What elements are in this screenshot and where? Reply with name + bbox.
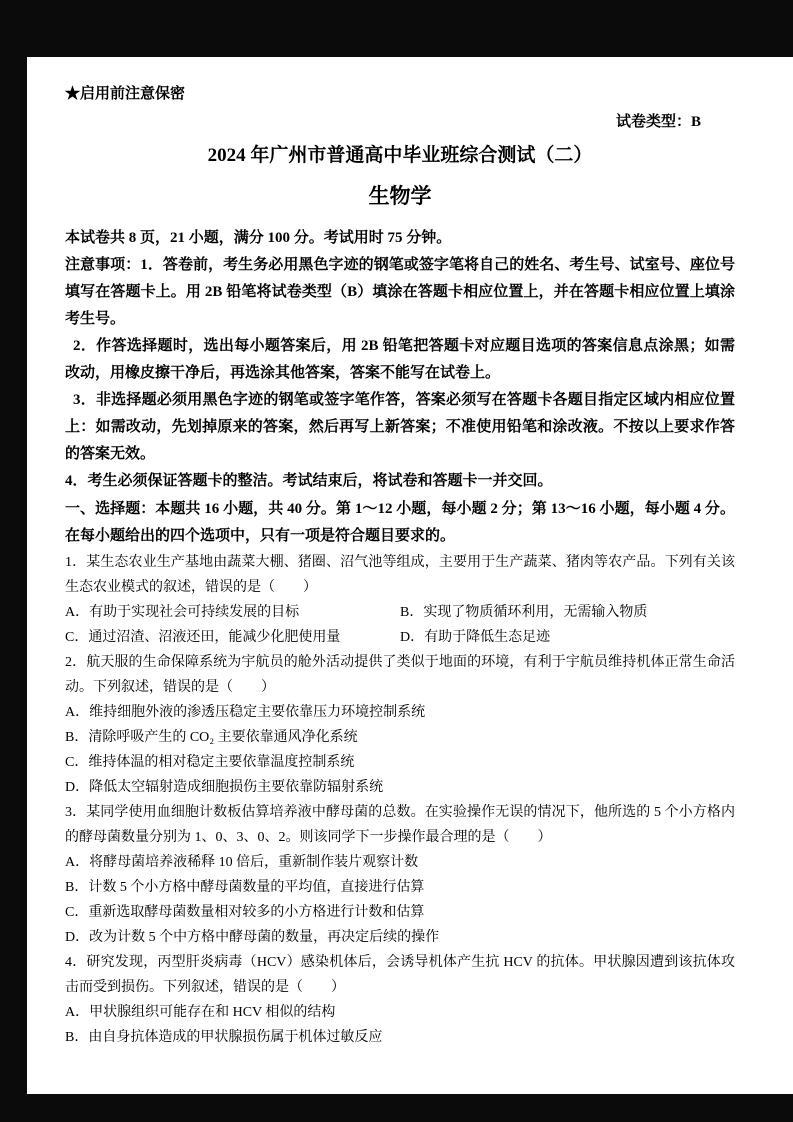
question-3-stem: 3．某同学使用血细胞计数板估算培养液中酵母菌的总数。在实验操作无误的情况下，他所选的 5 个小方格内的酵母菌数量分别为 1、0、3、0、2。则该同学下一步操作最合理的是（ ） [65, 805, 735, 845]
question-1-stem: 1．某生态农业生产基地由蔬菜大棚、猪圈、沼气池等组成，主要用于生产蔬菜、猪肉等农产品。下列有关该生态农业模式的叙述，错误的是（ ） [65, 555, 735, 595]
question-3 [65, 800, 735, 950]
scan-edge-left [0, 0, 27, 1122]
question-4-option-b: B．由自身抗体造成的甲状腺损伤属于机体过敏反应 [65, 1030, 383, 1045]
paper-type-label: 试卷类型：B [615, 114, 701, 130]
scan-edge-bottom [0, 1094, 793, 1122]
question-4-option-a: A．甲状腺组织可能存在和 HCV 相似的结构 [65, 1005, 336, 1020]
notice-item-4: 4．考生必须保证答题卡的整洁。考试结束后，将试卷和答题卡一并交回。 [65, 473, 553, 489]
exam-subject: 生物学 [368, 184, 432, 208]
question-4 [65, 950, 735, 1050]
exam-title: 2024 年广州市普通高中毕业班综合测试（二） [207, 145, 593, 166]
notice-item-1: 注意事项：1．答卷前，考生务必用黑色字迹的钢笔或签字笔将自己的姓名、考生号、试室号、座位号填写在答题卡上。用 2B 铅笔将试卷类型（B）填涂在答题卡相应位置上，并在答题卡相应位置上填涂考生号。 [65, 257, 735, 327]
section-header: 一、选择题：本题共 16 小题，共 40 分。第 1～12 小题，每小题 2 分；第 13～16 小题，每小题 4 分。在每小题给出的四个选项中，只有一项是符合题目要求的。 [65, 501, 735, 544]
question-3-option-a: A．将酵母菌培养液稀释 10 倍后，重新制作装片观察计数 [65, 855, 419, 870]
question-1-options-row-cd [65, 625, 735, 650]
question-1-option-b: B．实现了物质循环利用，无需输入物质 [400, 605, 648, 620]
question-3-option-b: B．计数 5 个小方格中酵母菌数量的平均值，直接进行估算 [65, 880, 425, 895]
question-4-stem: 4．研究发现，丙型肝炎病毒（HCV）感染机体后，会诱导机体产生抗 HCV 的抗体。甲状腺因遭到该抗体攻击而受到损伤。下列叙述，错误的是（ ） [65, 955, 735, 995]
question-2 [65, 650, 735, 800]
question-1-option-a: A．有助于实现社会可持续发展的目标 [65, 605, 300, 620]
question-2-option-b: B．清除呼吸产生的 CO₂ 主要依靠通风净化系统 [65, 730, 358, 745]
exam-summary: 本试卷共 8 页，21 小题，满分 100 分。考试用时 75 分钟。 [65, 230, 452, 246]
scan-edge-top [0, 0, 793, 57]
notice-item-2: 2．作答选择题时，选出每小题答案后，用 2B 铅笔把答题卡对应题目选项的答案信息点涂黑；如需改动，用橡皮擦干净后，再选涂其他答案，答案不能写在试卷上。 [65, 338, 735, 381]
question-2-stem: 2．航天服的生命保障系统为宇航员的舱外活动提供了类似于地面的环境，有利于宇航员维持机体正常生命活动。下列叙述，错误的是（ ） [65, 655, 735, 695]
notice-item-3: 3．非选择题必须用黑色字迹的钢笔或签字笔作答，答案必须写在答题卡各题目指定区域内相应位置上：如需改动，先划掉原来的答案，然后再写上新答案；不准使用铅笔和涂改液。不按以上要求作答的答案无效。 [65, 392, 735, 462]
security-notice: ★启用前注意保密 [65, 86, 186, 102]
question-1 [65, 550, 735, 650]
question-1-option-c: C．通过沼渣、沼液还田，能减少化肥使用量 [65, 630, 341, 645]
question-3-option-c: C．重新选取酵母菌数量相对较多的小方格进行计数和估算 [65, 905, 425, 920]
question-3-option-d: D．改为计数 5 个中方格中酵母菌的数量，再决定后续的操作 [65, 930, 440, 945]
question-2-option-d: D．降低太空辐射造成细胞损伤主要依靠防辐射系统 [65, 780, 384, 795]
question-2-option-c: C．维持体温的相对稳定主要依靠温度控制系统 [65, 755, 355, 770]
page-content [27, 57, 793, 1050]
question-1-option-d: D．有助于降低生态足迹 [400, 630, 551, 645]
question-1-options-row-ab [65, 600, 735, 625]
question-2-option-a: A．维持细胞外液的渗透压稳定主要依靠压力环境控制系统 [65, 705, 426, 720]
